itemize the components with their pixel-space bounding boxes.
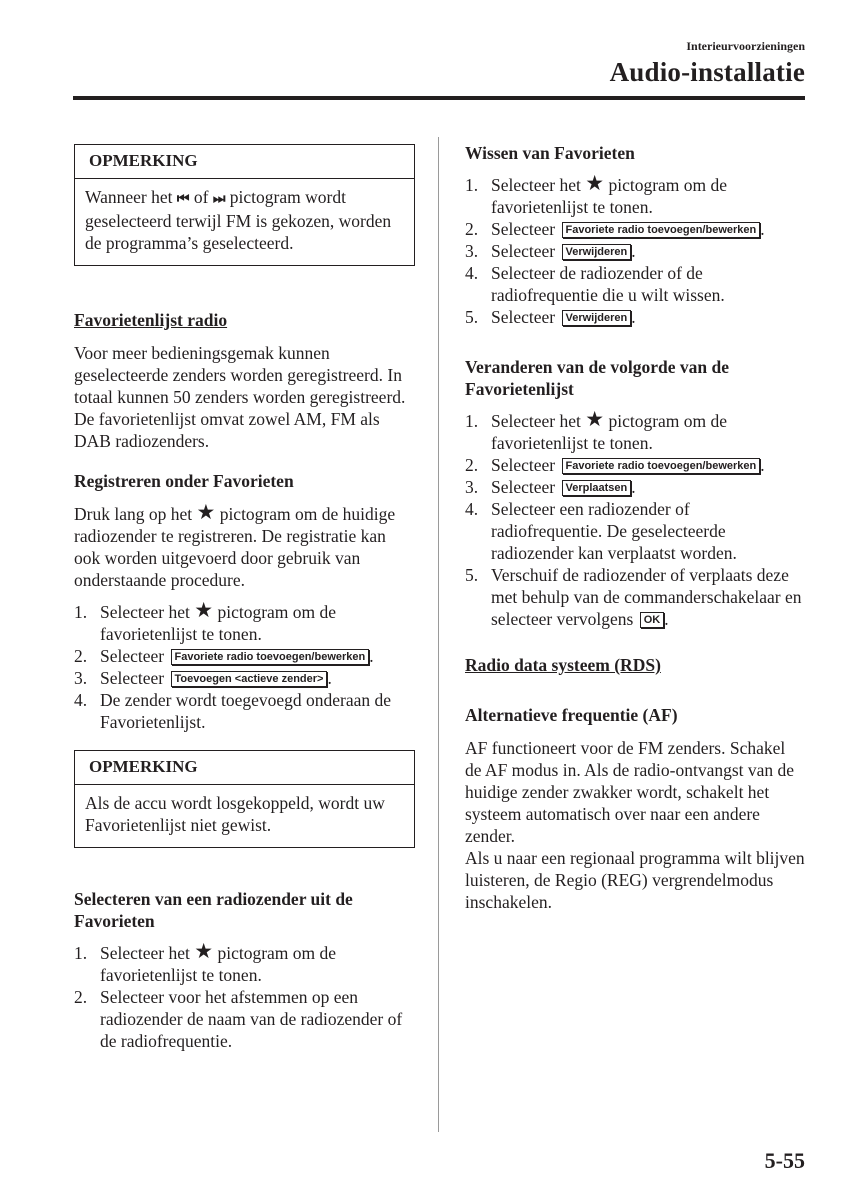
delete-button: Verwijderen xyxy=(562,310,632,326)
list-item xyxy=(465,564,805,630)
step-text: pictogram om de favorietenlijst te tonen. xyxy=(100,602,337,644)
note-body xyxy=(75,179,414,265)
delete-steps xyxy=(465,171,805,328)
subsection-title-af: Alternatieve frequentie (AF) xyxy=(465,705,678,725)
page-title: Audio-installatie xyxy=(609,57,805,87)
step-text: . xyxy=(631,307,636,327)
list-item xyxy=(465,454,805,476)
star-icon: ★ xyxy=(585,407,605,431)
note-heading: OPMERKING xyxy=(75,145,414,179)
step-text: pictogram om de favorietenlijst te tonen. xyxy=(100,943,337,985)
step-text: Selecteer het xyxy=(491,411,586,431)
note-body: Als de accu wordt losgekoppeld, wordt uw Favorietenlijst niet gewist. xyxy=(85,793,385,835)
step-text: Selecteer xyxy=(100,646,169,666)
register-text xyxy=(74,500,415,591)
subsection-title-delete: Wissen van Favorieten xyxy=(465,143,635,163)
section-title-rds: Radio data systeem (RDS) xyxy=(465,655,661,675)
step-number: 3. xyxy=(465,241,479,261)
star-icon: ★ xyxy=(194,939,214,963)
favorite-add-edit-button: Favoriete radio toevoegen/bewerken xyxy=(562,222,761,238)
note-text: of xyxy=(189,187,213,207)
delete-button: Verwijderen xyxy=(562,244,632,260)
step-text: Selecteer voor het afstemmen op een radiozender de naam van de radiozender of de radiofrequentie. xyxy=(100,987,403,1051)
star-icon: ★ xyxy=(194,598,214,622)
step-number: 5. xyxy=(465,307,479,327)
step-text: Selecteer het xyxy=(100,602,195,622)
register-steps xyxy=(74,598,415,733)
step-number: 3. xyxy=(74,668,88,688)
step-number: 5. xyxy=(465,565,479,585)
step-text: . xyxy=(760,455,765,475)
step-text: Selecteer xyxy=(100,668,169,688)
af-text-regional: Als u naar een regionaal programma wilt blijven luisteren, de Regio (REG) vergrendelmodus inschakelen. xyxy=(465,848,805,912)
step-number: 2. xyxy=(465,455,479,475)
step-number: 1. xyxy=(74,602,88,622)
note-text: Wanneer het xyxy=(85,187,177,207)
subsection-title-register: Registreren onder Favorieten xyxy=(74,471,294,491)
step-text: Selecteer xyxy=(491,477,560,497)
step-text: . xyxy=(631,241,636,261)
step-text: Selecteer xyxy=(491,219,560,239)
star-icon: ★ xyxy=(585,171,605,195)
step-text: Selecteer het xyxy=(100,943,195,963)
step-text: . xyxy=(369,646,374,666)
ok-button: OK xyxy=(640,612,665,628)
step-text: pictogram om de favorietenlijst te tonen. xyxy=(491,175,728,217)
note-box-skip xyxy=(74,144,415,266)
step-text: Selecteer xyxy=(491,307,560,327)
step-number: 2. xyxy=(465,219,479,239)
header-section-label: Interieurvoorzieningen xyxy=(686,39,805,53)
move-button: Verplaatsen xyxy=(562,480,632,496)
text: pictogram om de huidige radiozender te registreren. De registratie kan ook worden uitgevoerd door gebruik van onderstaande procedure. xyxy=(74,504,396,590)
list-item xyxy=(465,407,805,454)
list-item xyxy=(74,939,415,986)
step-text: Selecteer xyxy=(491,241,560,261)
step-text: Selecteer de radiozender of de radiofrequentie die u wilt wissen. xyxy=(491,263,725,305)
order-steps xyxy=(465,407,805,630)
skip-next-icon: ⏭ xyxy=(212,191,223,207)
note-text: pictogram wordt geselecteerd terwijl FM is gekozen, worden de programma’s geselecteerd. xyxy=(85,187,392,253)
column-divider xyxy=(438,137,439,1132)
step-text: . xyxy=(664,609,669,629)
af-text: AF functioneert voor de FM zenders. Schakel de AF modus in. Als de radio-ontvangst van de huidige zender zwakker wordt, schakelt het systeem automatisch over naar een andere zender. xyxy=(465,738,795,846)
note-box-battery xyxy=(74,750,415,848)
step-text: De zender wordt toegevoegd onderaan de Favorietenlijst. xyxy=(100,690,392,732)
step-text: . xyxy=(760,219,765,239)
list-item xyxy=(74,645,415,667)
header-rule xyxy=(73,96,805,100)
select-steps xyxy=(74,939,415,1052)
step-number: 4. xyxy=(74,690,88,710)
list-item xyxy=(74,986,415,1052)
star-icon: ★ xyxy=(196,500,216,524)
step-text: Selecteer xyxy=(491,455,560,475)
list-item xyxy=(74,598,415,645)
step-number: 2. xyxy=(74,646,88,666)
step-number: 1. xyxy=(74,943,88,963)
list-item xyxy=(465,476,805,498)
subsection-title-select: Selecteren van een radiozender uit de Favorieten xyxy=(74,889,353,931)
add-active-station-button: Toevoegen <actieve zender> xyxy=(171,671,328,687)
right-column xyxy=(465,142,805,913)
step-number: 1. xyxy=(465,411,479,431)
step-text: Selecteer een radiozender of radiofrequentie. De geselecteerde radiozender kan verplaatst worden. xyxy=(491,499,737,563)
list-item xyxy=(465,498,805,564)
step-text: . xyxy=(327,668,332,688)
step-number: 3. xyxy=(465,477,479,497)
step-number: 4. xyxy=(465,263,479,283)
step-text: Verschuif de radiozender of verplaats deze met behulp van de commanderschakelaar en selecteer vervolgens xyxy=(491,565,802,629)
list-item xyxy=(74,667,415,689)
page-number: 5-55 xyxy=(764,1148,805,1173)
favorite-add-edit-button: Favoriete radio toevoegen/bewerken xyxy=(562,458,761,474)
list-item xyxy=(465,306,805,328)
step-text: . xyxy=(631,477,636,497)
list-item xyxy=(74,689,415,733)
list-item xyxy=(465,262,805,306)
text: Druk lang op het xyxy=(74,504,197,524)
list-item xyxy=(465,171,805,218)
skip-previous-icon: ⏮ xyxy=(176,191,187,207)
list-item xyxy=(465,218,805,240)
list-item xyxy=(465,240,805,262)
step-number: 1. xyxy=(465,175,479,195)
step-number: 4. xyxy=(465,499,479,519)
subsection-title-order: Veranderen van de volgorde van de Favorietenlijst xyxy=(465,357,729,399)
section-title-favorites: Favorietenlijst radio xyxy=(74,310,228,330)
favorites-intro-text: Voor meer bedieningsgemak kunnen geselecteerde zenders worden geregistreerd. In totaal kunnen 50 zenders worden geregistreerd. De favorietenlijst omvat zowel AM, FM als DAB radiozenders. xyxy=(74,343,406,451)
note-heading: OPMERKING xyxy=(75,751,414,785)
favorite-add-edit-button: Favoriete radio toevoegen/bewerken xyxy=(171,649,370,665)
step-number: 2. xyxy=(74,987,88,1007)
step-text: pictogram om de favorietenlijst te tonen. xyxy=(491,411,728,453)
left-column xyxy=(74,144,415,1052)
step-text: Selecteer het xyxy=(491,175,586,195)
